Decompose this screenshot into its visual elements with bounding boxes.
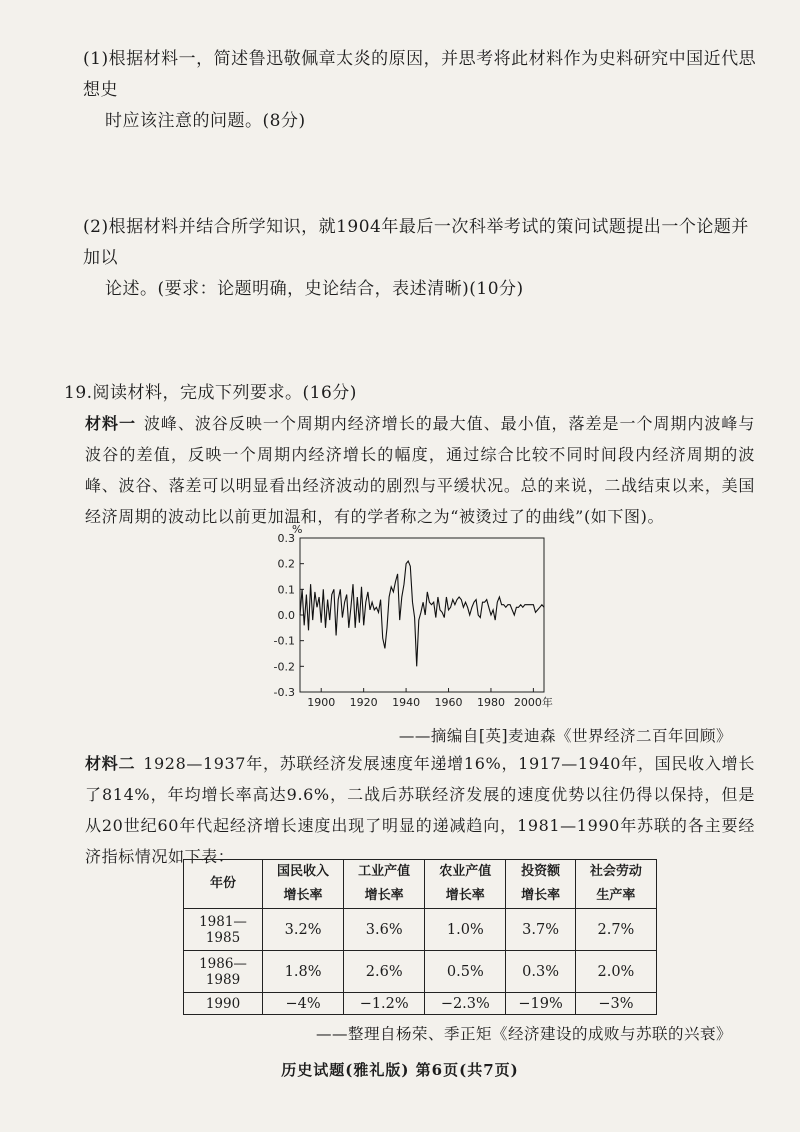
table-cell: 1990 bbox=[184, 993, 263, 1015]
table-cell: 3.6% bbox=[344, 909, 425, 951]
header-industrial-output: 工业产值 增长率 bbox=[344, 860, 425, 909]
material-2-text: 1928—1937年，苏联经济发展速度年递增16%，1917—1940年，国民收入增长了814%，年均增长率高达9.6%，二战后苏联经济发展的速度优势以往仍得以保持，但是从20世纪60年代起经济增长速度出现了明显的递减趋向，1981—1990年苏联的各主要经济指标情况如下表： bbox=[85, 754, 755, 866]
x-tick-label: 1980 bbox=[476, 696, 505, 709]
table-cell: −4% bbox=[263, 993, 344, 1015]
y-tick-label: 0.3 bbox=[277, 532, 295, 545]
q18-part2-line2: 论述。(要求：论题明确，史论结合，表述清晰)(10分) bbox=[105, 279, 524, 299]
y-tick-label: -0.1 bbox=[273, 634, 295, 648]
q19-heading: 19.阅读材料，完成下列要求。(16分) bbox=[64, 383, 357, 403]
q18-part1 bbox=[83, 44, 763, 137]
header-labor-productivity: 社会劳动 生产率 bbox=[575, 860, 656, 909]
wave-chart bbox=[262, 520, 562, 720]
table-cell: 1986—1989 bbox=[184, 951, 263, 993]
table-cell: −19% bbox=[506, 993, 575, 1015]
y-tick-label: 0.1 bbox=[277, 583, 295, 597]
table-cell: −1.2% bbox=[344, 993, 425, 1015]
soviet-indicators-table bbox=[183, 859, 657, 1015]
header-year: 年份 bbox=[184, 860, 263, 909]
x-tick-label: 2000年 bbox=[513, 696, 553, 709]
table-cell: 2.7% bbox=[575, 909, 656, 951]
x-tick-label: 1940 bbox=[392, 696, 421, 709]
q18-part1-line2: 时应该注意的问题。(8分) bbox=[105, 111, 306, 131]
table-cell: 1981—1985 bbox=[184, 909, 263, 951]
header-national-income: 国民收入 增长率 bbox=[263, 860, 344, 909]
wave-chart-svg bbox=[262, 520, 562, 720]
material-1 bbox=[85, 408, 755, 532]
header-investment: 投资额 增长率 bbox=[506, 860, 575, 909]
table-cell: 2.0% bbox=[575, 951, 656, 993]
series-line bbox=[300, 561, 544, 666]
table-cell: 0.5% bbox=[425, 951, 506, 993]
table-cell: 3.2% bbox=[263, 909, 344, 951]
q18-part2 bbox=[83, 212, 763, 305]
q18-part1-line1: (1)根据材料一，简述鲁迅敬佩章太炎的原因，并思考将此材料作为史料研究中国近代思想史 bbox=[83, 49, 757, 100]
table-cell: 3.7% bbox=[506, 909, 575, 951]
y-tick-label: 0.0 bbox=[277, 609, 295, 622]
table-cell: 2.6% bbox=[344, 951, 425, 993]
material-1-text: 波峰、波谷反映一个周期内经济增长的最大值、最小值，落差是一个周期内波峰与波谷的差值，反映一个周期内经济增长的幅度，通过综合比较不同时间段内经济周期的波峰、波谷、落差可以明显看出经济波动的剧烈与平缓状况。总的来说，二战结束以来，美国经济周期的波动比以前更加温和，有的学者称之为“被烫过了的曲线”(如下图)。 bbox=[85, 414, 755, 526]
table-row bbox=[184, 909, 657, 951]
material-1-source: ——摘编自[英]麦迪森《世界经济二百年回顾》 bbox=[398, 727, 732, 745]
x-tick-label: 1920 bbox=[349, 696, 378, 709]
material-2-source: ——整理自杨荣、季正矩《经济建设的成败与苏联的兴衰》 bbox=[315, 1025, 732, 1043]
material-1-label: 材料一 bbox=[85, 414, 136, 433]
page-footer: 历史试题(雅礼版) 第6页(共7页) bbox=[281, 1061, 519, 1079]
material-2-label: 材料二 bbox=[85, 754, 136, 773]
y-unit-label: % bbox=[292, 523, 303, 536]
table-cell: 0.3% bbox=[506, 951, 575, 993]
table-header-row bbox=[184, 860, 657, 909]
q18-part2-line1: (2)根据材料并结合所学知识，就1904年最后一次科举考试的策问试题提出一个论题并加以 bbox=[83, 217, 749, 268]
y-tick-label: 0.2 bbox=[277, 557, 295, 571]
header-agricultural-output: 农业产值 增长率 bbox=[425, 860, 506, 909]
table-cell: −3% bbox=[575, 993, 656, 1015]
x-tick-label: 1960 bbox=[434, 696, 463, 709]
table-cell: −2.3% bbox=[425, 993, 506, 1015]
material-2 bbox=[85, 748, 755, 872]
x-tick-label: 1900 bbox=[307, 696, 336, 709]
y-tick-label: -0.3 bbox=[273, 686, 295, 699]
table-cell: 1.8% bbox=[263, 951, 344, 993]
table-cell: 1.0% bbox=[425, 909, 506, 951]
table-row bbox=[184, 951, 657, 993]
table-row bbox=[184, 993, 657, 1015]
chart-frame bbox=[300, 538, 544, 692]
y-tick-label: -0.2 bbox=[273, 660, 295, 674]
